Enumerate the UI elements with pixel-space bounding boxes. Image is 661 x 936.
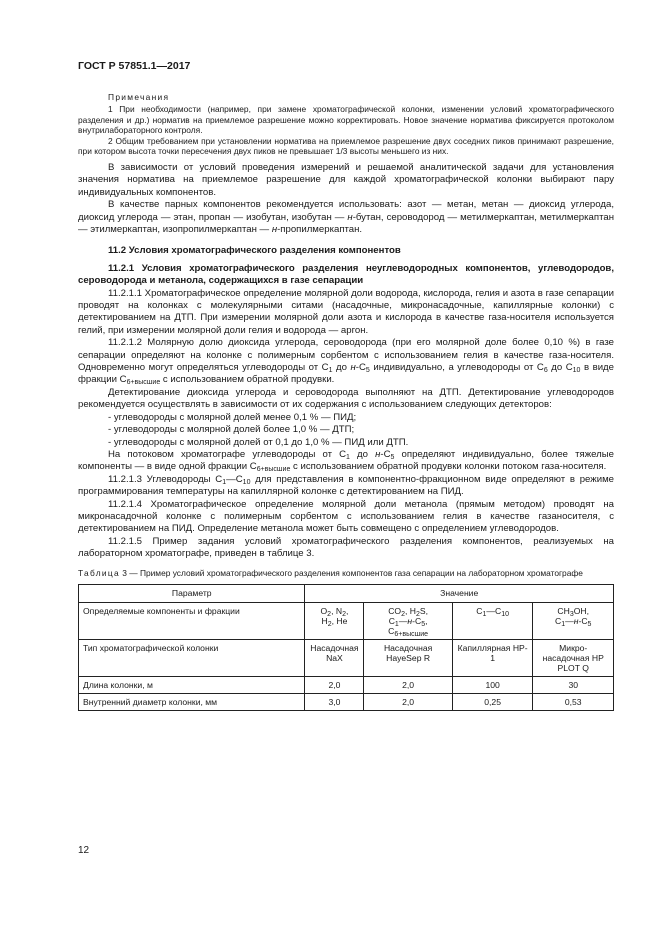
cell-diameter-2: 2,0 bbox=[364, 694, 452, 711]
table-row bbox=[79, 677, 614, 694]
row-label: Определяемые компоненты и фракции bbox=[79, 603, 305, 640]
cell-column-type-4: Микронасадочная HP PLOT Q bbox=[533, 640, 614, 677]
detector-item-2: - углеводороды с молярной долей более 1,0 % — ДТП; bbox=[108, 424, 355, 436]
section-11-2-heading: 11.2 Условия хроматографического разделения компонентов bbox=[108, 245, 401, 257]
paragraph-online: На потоковом хроматографе углеводороды от $С_1$ до $н-С_5$ определяют индивидуально, более тяжелые компоненты — в виде одной фракции $С_{6+высшие}$ с использованием обратной продувки колонки потоком газа-носителя. bbox=[78, 448, 614, 474]
cell-length-2: 2,0 bbox=[364, 677, 452, 694]
row-label: Длина колонки, м bbox=[79, 677, 305, 694]
note-1: 1 При необходимости (например, при замене хроматографической колонки, изменении условий хроматографического разделения и др.) норматив на приемлемое разрешение можно корректировать. Новое значение норматива фиксируется протоколом внутрилабораторного контроля. bbox=[78, 104, 614, 136]
cell-diameter-1: 3,0 bbox=[305, 694, 364, 711]
section-11-2-1-heading: 11.2.1 Условия хроматографического разделения неуглеводородных компонентов, углеводородов, сероводорода и метанола, содержащихся в газе сепарации bbox=[78, 262, 614, 287]
detector-item-3: - углеводороды с молярной долей от 0,1 до 1,0 % — ПИД или ДТП. bbox=[108, 436, 409, 448]
paragraph-11-2-1-5: 11.2.1.5 Пример задания условий хроматографического разделения компонентов, реализуемых на лабораторном хроматографе, приведен в таблице 3. bbox=[78, 535, 614, 560]
cell-components-2: $CO_2$, $H_2S$, $C_1—н-C_5$, $С_{6+высшие}$ bbox=[364, 603, 452, 640]
table-row bbox=[79, 640, 614, 677]
table-row bbox=[79, 603, 614, 640]
cell-components-1: $O_2$, $N_2$, $H_2$, He bbox=[305, 603, 364, 640]
paragraph-detection: Детектирование диоксида углерода и сероводорода выполняют на ДТП. Детектирование углеводородов рекомендуется осуществлять в зависимости от их содержания с использованием следующих детекторов: bbox=[78, 386, 614, 411]
cell-components-3: $C_1—C_{10}$ bbox=[452, 603, 533, 640]
cell-length-4: 30 bbox=[533, 677, 614, 694]
cell-column-type-2: Насадочная HayeSep R bbox=[364, 640, 452, 677]
page-content bbox=[78, 92, 614, 711]
cell-components-4: $CH_3OH$, $C_1—н-C_5$ bbox=[533, 603, 614, 640]
paragraph-pairs: В качестве парных компонентов рекомендуется использовать: азот — метан, метан — диоксид углерода, диоксид углерода — этан, пропан — изобутан, изобутан — н-бутан, сероводород — метилмеркаптан, метилмеркаптан — этилмеркаптан, изопропилмеркаптан — н-пропилмеркаптан. bbox=[78, 199, 615, 235]
cell-diameter-4: 0,53 bbox=[533, 694, 614, 711]
notes-title: Примечания bbox=[108, 92, 170, 102]
table-header-row bbox=[79, 585, 614, 603]
standard-header: ГОСТ Р 57851.1—2017 bbox=[78, 60, 191, 72]
detector-item-1: - углеводороды с молярной долей менее 0,1 % — ПИД; bbox=[108, 411, 357, 423]
paragraph-11-2-1-4: 11.2.1.4 Хроматографическое определение молярной доли метанола (прямым методом) проводят на микронасадочной колонке с полимерным сорбентом с использованием гелия в качестве газаносителя, с детектированием на ПИД. Определение метанола может быть совмещено с определением углеводородов. bbox=[78, 498, 614, 535]
paragraph-11-2-1-2: 11.2.1.2 Молярную долю диоксида углерода, сероводорода (при его молярной доле более 0,10 %) в газе сепарации определяют на колонке с полимерным сорбентом с использованием гелия в качестве газа-носителя. Одновременно могут определяться углеводороды от $С_1$ до $н-С_5$ индивидуально, а углеводороды от $С_6$ до $С_{10}$ в виде фракции $С_{6+высшие}$ с использованием обратной продувки. bbox=[78, 337, 614, 387]
table-row bbox=[79, 694, 614, 711]
cell-column-type-1: Насадочная NaX bbox=[305, 640, 364, 677]
cell-column-type-3: Капиллярная HP-1 bbox=[452, 640, 533, 677]
row-label: Внутренний диаметр колонки, мм bbox=[79, 694, 305, 711]
cell-length-1: 2,0 bbox=[305, 677, 364, 694]
note-2: 2 Общим требованием при установлении норматива на приемлемое разрешение двух соседних пиков принимают разрешение, при котором высота точки пересечения двух пиков не превышает 1/3 высоты меньшего из них. bbox=[78, 135, 614, 157]
conditions-table bbox=[78, 584, 614, 711]
paragraph-11-2-1-3: 11.2.1.3 Углеводороды $С_1—С_{10}$ для представления в компонентно-фракционном виде определяют в режиме программирования температуры на капиллярной колонке с детектированием на ПИД. bbox=[78, 473, 614, 498]
paragraph-11-2-1-1: 11.2.1.1 Хроматографическое определение молярной доли водорода, кислорода, гелия и азота в газе сепарации проводят на колонках с молекулярными ситами (насадочные, микронасадочные, капиллярные колонки) с детектированием на ДТП. При измерении молярной доли азота и кислорода в качестве газа-носителя используется гелий, при измерении молярной доли гелия и водорода — аргон. bbox=[78, 287, 614, 336]
table-caption: Таблица 3 — Пример условий хроматографического разделения компонентов газа сепарации на лабораторном хроматографе bbox=[78, 567, 583, 578]
page-number: 12 bbox=[78, 845, 90, 856]
header-value: Значение bbox=[305, 585, 614, 603]
header-parameter: Параметр bbox=[79, 585, 305, 603]
paragraph-norm: В зависимости от условий проведения измерений и решаемой аналитической задачи для установления значения норматива на приемлемое разрешение для каждой хроматографической колонки выбирают пару индивидуальных компонентов. bbox=[78, 161, 614, 198]
cell-diameter-3: 0,25 bbox=[452, 694, 533, 711]
row-label: Тип хроматографической колонки bbox=[79, 640, 305, 677]
cell-length-3: 100 bbox=[452, 677, 533, 694]
